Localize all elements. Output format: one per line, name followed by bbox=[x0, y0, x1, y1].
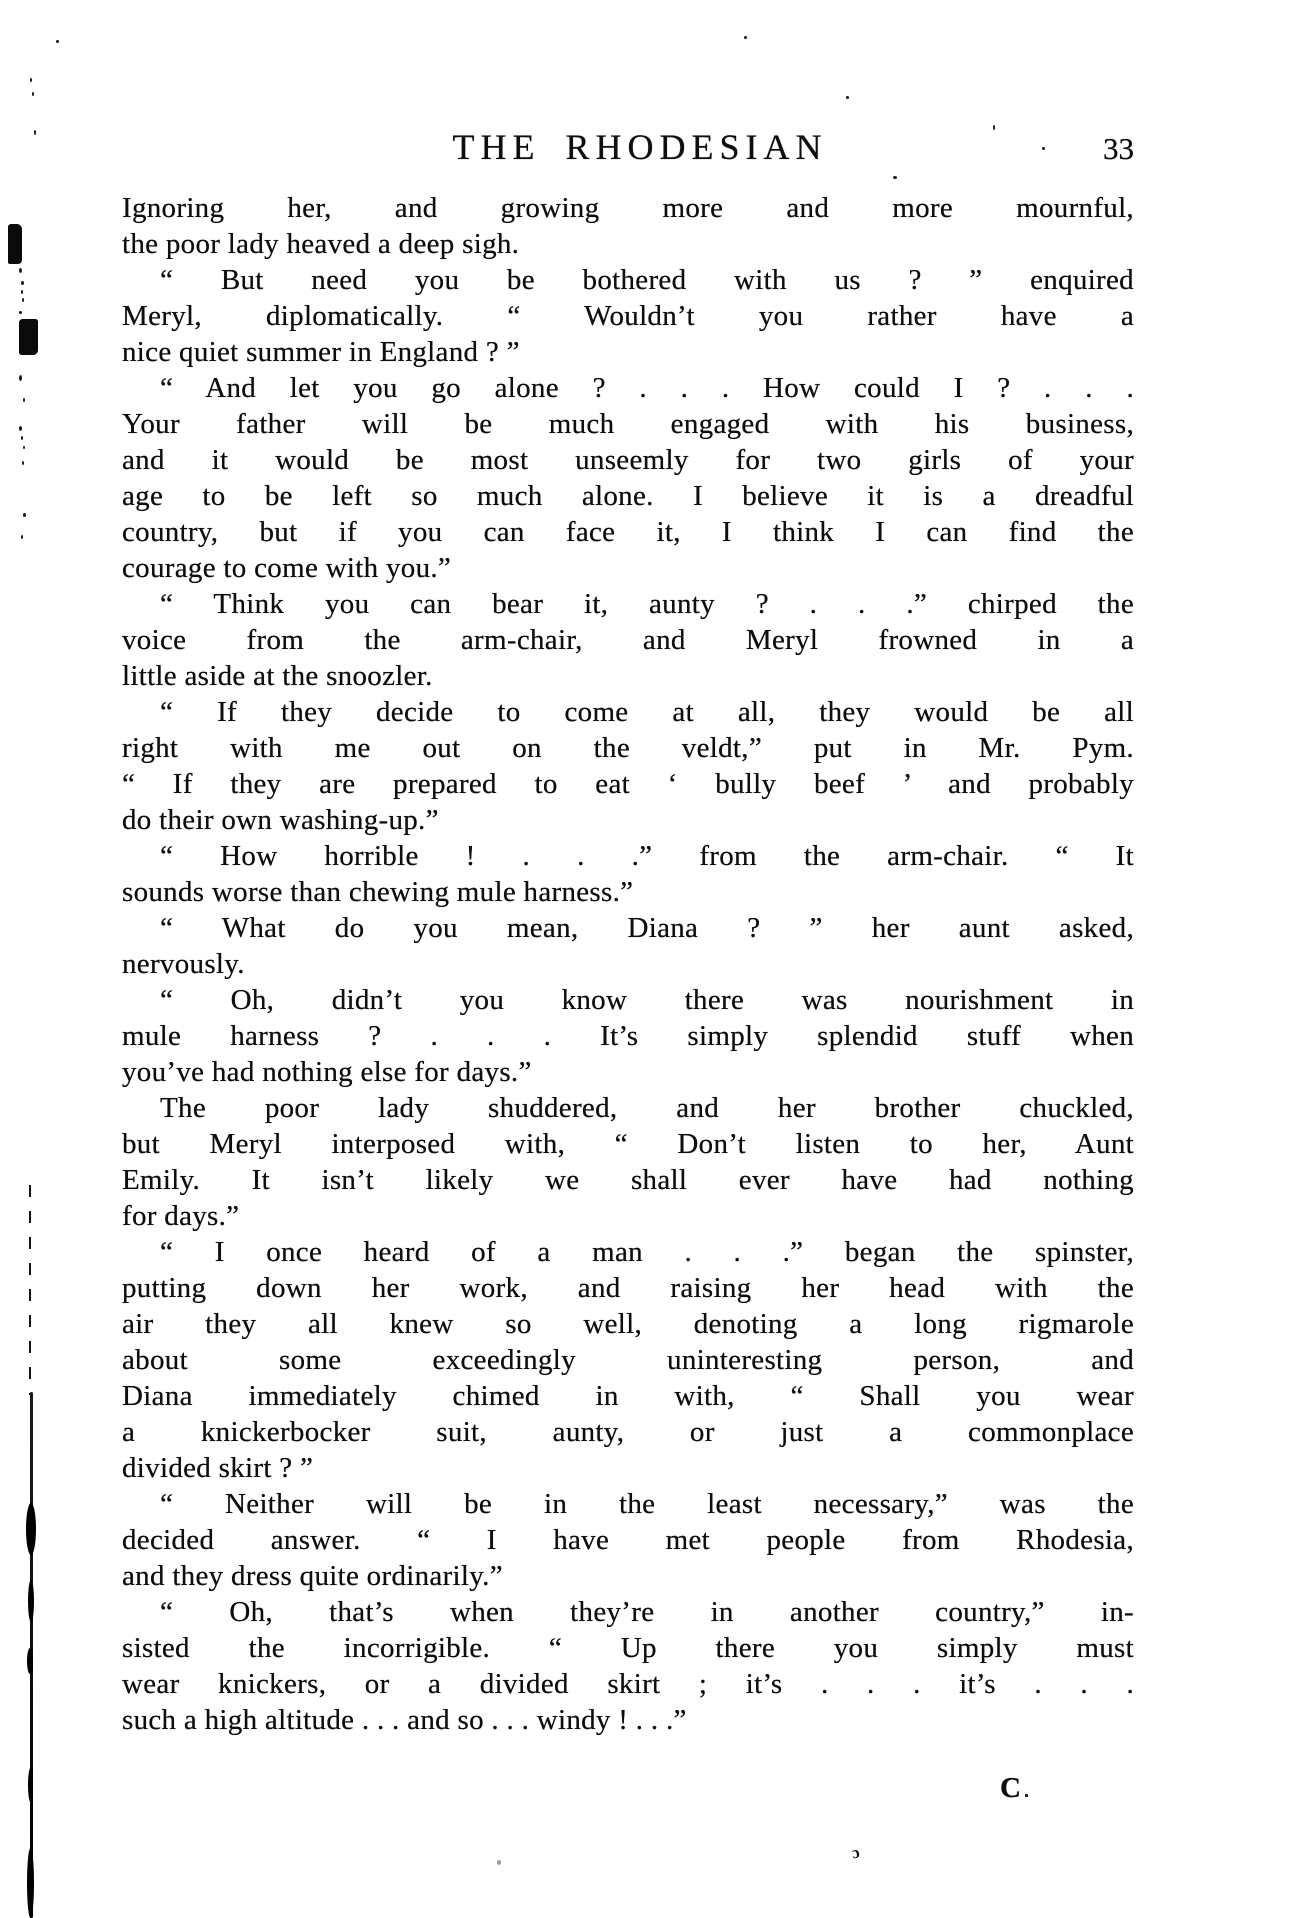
text-line: voice from the arm-chair, and Meryl frowned in a bbox=[122, 624, 1134, 656]
text-line: The poor lady shuddered, and her brother chuckled, bbox=[160, 1092, 1134, 1124]
text-line: air they all knew so well, denoting a long rigmarole bbox=[122, 1308, 1134, 1340]
text-line: nice quiet summer in England ? ” bbox=[122, 336, 520, 368]
ink-speck bbox=[893, 176, 897, 179]
text-line: Emily. It isn’t likely we shall ever have had nothing bbox=[122, 1164, 1134, 1196]
ink-speck bbox=[21, 290, 23, 294]
page-title: THE RHODESIAN bbox=[452, 127, 828, 167]
ink-speck bbox=[21, 281, 24, 285]
text-line: Meryl, diplomatically. “ Wouldn’t you rather have a bbox=[122, 300, 1134, 332]
scan-crease bbox=[29, 1185, 31, 1395]
text-line: courage to come with you.” bbox=[122, 552, 452, 584]
text-line: “ If they decide to come at all, they would be all bbox=[160, 696, 1134, 728]
text-line: “ How horrible ! . . .” from the arm-chair. “ It bbox=[160, 840, 1134, 872]
text-line: nervously. bbox=[122, 948, 245, 980]
text-line: about some exceedingly uninteresting person, and bbox=[122, 1344, 1134, 1376]
text-line: and they dress quite ordinarily.” bbox=[122, 1560, 503, 1592]
ink-speck bbox=[21, 535, 23, 539]
text-line: but Meryl interposed with, “ Don’t listen to her, Aunt bbox=[122, 1128, 1134, 1160]
ink-speck bbox=[19, 268, 22, 273]
ink-blob bbox=[19, 319, 38, 355]
ink-speck bbox=[21, 436, 23, 440]
page-number: 33 bbox=[1103, 131, 1134, 166]
text-line: “ Oh, didn’t you know there was nourishment in bbox=[160, 984, 1134, 1016]
ink-speck bbox=[744, 36, 747, 39]
text-line: Ignoring her, and growing more and more mournful, bbox=[122, 192, 1134, 224]
ink-speck bbox=[22, 298, 24, 302]
text-line: “ But need you be bothered with us ? ” enquired bbox=[160, 264, 1134, 296]
signature-mark: C bbox=[1000, 1772, 1021, 1804]
ink-speck bbox=[1042, 147, 1045, 150]
body-text bbox=[122, 190, 1134, 1738]
text-line: the poor lady heaved a deep sigh. bbox=[122, 228, 520, 260]
text-line: and it would be most unseemly for two girls of your bbox=[122, 444, 1134, 476]
text-line: “ Neither will be in the least necessary,” was the bbox=[160, 1488, 1134, 1520]
text-line: “ I once heard of a man . . .” began the spinster, bbox=[160, 1236, 1134, 1268]
text-line: do their own washing-up.” bbox=[122, 804, 439, 836]
text-line: country, but if you can face it, I think I can find the bbox=[122, 516, 1134, 548]
text-line: “ And let you go alone ? . . . How could I ? . . . bbox=[160, 372, 1134, 404]
ink-speck bbox=[30, 78, 32, 82]
stray-ink-glyph: ɔ bbox=[850, 1842, 862, 1863]
text-line: for days.” bbox=[122, 1200, 240, 1232]
ink-speck bbox=[23, 398, 25, 402]
ink-speck bbox=[19, 311, 22, 314]
scan-crease-blot bbox=[28, 1768, 33, 1802]
scan-crease-blot bbox=[27, 1648, 33, 1674]
text-line: Diana immediately chimed in with, “ Shall you wear bbox=[122, 1380, 1134, 1412]
text-line: “ Oh, that’s when they’re in another country,” in- bbox=[160, 1596, 1134, 1628]
text-line: “ What do you mean, Diana ? ” her aunt asked, bbox=[160, 912, 1134, 944]
text-line: sisted the incorrigible. “ Up there you simply must bbox=[122, 1632, 1134, 1664]
ink-speck bbox=[22, 461, 24, 465]
text-line: such a high altitude . . . and so . . . windy ! . . .” bbox=[122, 1704, 687, 1736]
text-line: “ Think you can bear it, aunty ? . . .” chirped the bbox=[160, 588, 1134, 620]
ink-speck bbox=[23, 513, 26, 517]
text-line: right with me out on the veldt,” put in Mr. Pym. bbox=[122, 732, 1134, 764]
ink-speck bbox=[56, 40, 59, 43]
text-line: age to be left so much alone. I believe it is a dreadful bbox=[122, 480, 1134, 512]
running-header bbox=[122, 122, 1134, 172]
ink-speck bbox=[993, 125, 995, 130]
ink-speck bbox=[497, 1860, 501, 1865]
ink-speck bbox=[34, 130, 36, 135]
text-line: mule harness ? . . . It’s simply splendid stuff when bbox=[122, 1020, 1134, 1052]
text-line: you’ve had nothing else for days.” bbox=[122, 1056, 532, 1088]
ink-blob bbox=[8, 224, 22, 264]
scan-crease-blot bbox=[27, 1848, 34, 1918]
ink-speck bbox=[32, 92, 34, 96]
ink-speck bbox=[23, 446, 25, 449]
scan-crease-blot bbox=[26, 1503, 36, 1555]
ink-speck bbox=[19, 426, 22, 431]
text-line: a knickerbocker suit, aunty, or just a commonplace bbox=[122, 1416, 1134, 1448]
ink-speck bbox=[19, 375, 22, 381]
text-line: wear knickers, or a divided skirt ; it’s . . . it’s . . . bbox=[122, 1668, 1134, 1700]
text-line: sounds worse than chewing mule harness.” bbox=[122, 876, 634, 908]
text-line: “ If they are prepared to eat ‘ bully beef ’ and probably bbox=[122, 768, 1134, 800]
text-line: decided answer. “ I have met people from Rhodesia, bbox=[122, 1524, 1134, 1556]
text-line: Your father will be much engaged with his business, bbox=[122, 408, 1134, 440]
ink-speck bbox=[846, 96, 849, 99]
text-line: little aside at the snoozler. bbox=[122, 660, 433, 692]
scan-crease-blot bbox=[28, 1580, 34, 1622]
text-line: divided skirt ? ” bbox=[122, 1452, 314, 1484]
text-line: putting down her work, and raising her head with the bbox=[122, 1272, 1134, 1304]
